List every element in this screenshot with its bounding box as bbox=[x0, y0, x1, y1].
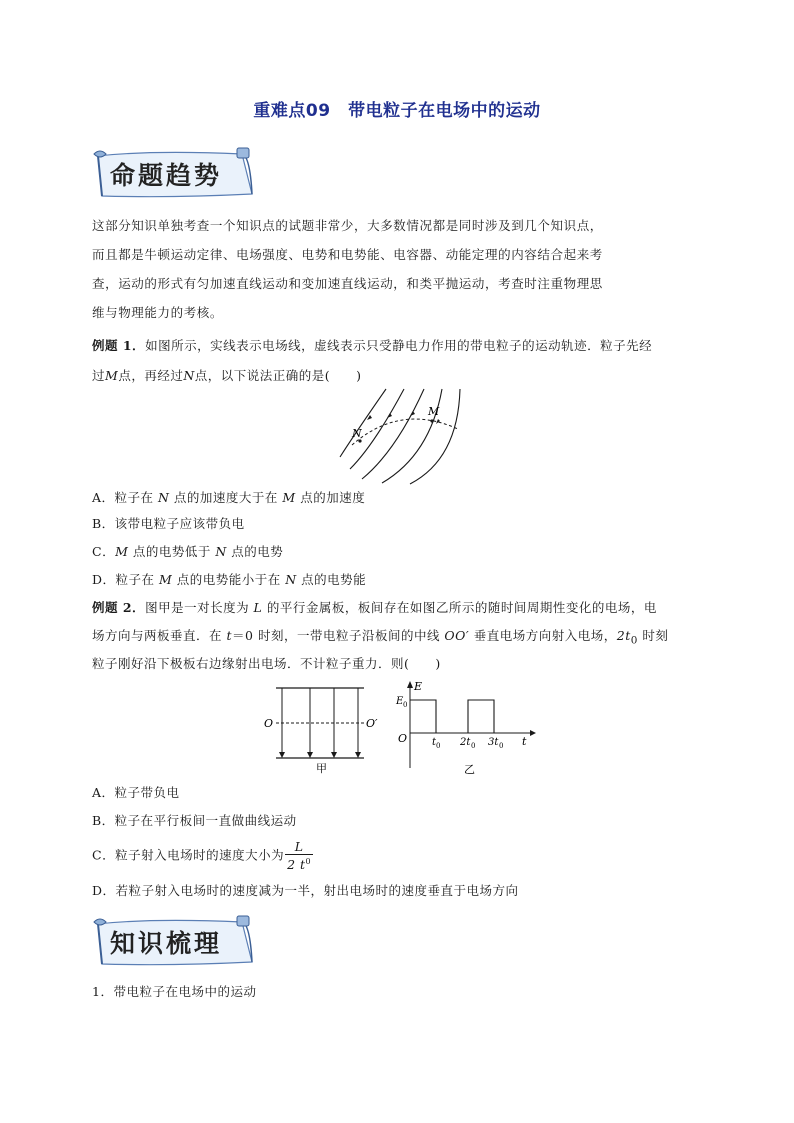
ex2-graph-tick-3t0: 3t bbox=[488, 737, 499, 748]
ex2-fraction-den-sup: 0 bbox=[305, 857, 312, 866]
ex2-text: 场方向与两板垂直．在 bbox=[92, 628, 227, 643]
ex1-stem-line1 bbox=[92, 336, 652, 354]
ex1-opt-text: 点的电势低于 bbox=[128, 544, 216, 559]
ex2-text: 时刻 bbox=[637, 628, 669, 643]
ex2-graph-tick-2t0-sub: 0 bbox=[471, 742, 476, 750]
section-banner-knowledge bbox=[92, 914, 262, 970]
ex2-graph-axis-t: t bbox=[522, 735, 527, 748]
ex2-field-time-graph bbox=[392, 678, 542, 778]
ex1-opt-var: N bbox=[215, 544, 227, 559]
ex1-opt-var: N bbox=[158, 490, 170, 505]
ex2-fraction-num: L bbox=[285, 840, 313, 855]
ex2-graph-origin: O bbox=[398, 732, 408, 745]
ex1-fig-label-M: M bbox=[428, 405, 440, 418]
ex1-stem-line2 bbox=[92, 366, 362, 384]
ex2-var-t: t bbox=[226, 628, 233, 643]
page-title: 重难点09 带电粒子在电场中的运动 bbox=[253, 101, 541, 121]
ex2-var-2t0: 2t bbox=[616, 628, 631, 643]
ex1-opt-text: 点的电势能小于在 bbox=[172, 572, 286, 587]
intro-line-2: 而且都是牛顿运动定律、电场强度、电势和电势能、电容器、动能定理的内容结合起来考 bbox=[92, 247, 603, 262]
ex1-option-A bbox=[92, 488, 365, 506]
ex2-graph-E0: E bbox=[396, 696, 404, 707]
ex2-stem-line1 bbox=[92, 598, 657, 616]
ex2-graph-E0-sub: 0 bbox=[403, 701, 408, 709]
ex2-text: 垂直电场方向射入电场， bbox=[469, 628, 617, 643]
ex1-field-lines-figure bbox=[330, 385, 470, 485]
ex1-fig-label-N: N bbox=[352, 427, 362, 440]
section-title-trend: 命题趋势 bbox=[110, 161, 223, 190]
ex2-fraction-den bbox=[285, 855, 313, 872]
ex1-opt-var: N bbox=[285, 572, 297, 587]
ex2-opt-text: C．粒子射入电场时的速度大小为 bbox=[92, 847, 285, 863]
ex1-var-M: M bbox=[105, 368, 119, 383]
ex2-var-OO: OO′ bbox=[444, 628, 470, 643]
ex1-text: 点，再经过 bbox=[118, 368, 184, 383]
ex2-text: ＝0 时刻，一带电粒子沿板间的中线 bbox=[232, 628, 445, 643]
ex1-opt-text: A．粒子在 bbox=[92, 490, 159, 505]
ex2-fig-O-left: O bbox=[264, 717, 274, 730]
ex1-opt-var: M bbox=[159, 572, 173, 587]
ex2-stem-line2 bbox=[92, 626, 668, 647]
ex1-opt-text: 点的加速度大于在 bbox=[169, 490, 283, 505]
ex2-plates-figure bbox=[256, 680, 386, 775]
ex2-graph-tick-t0-sub: 0 bbox=[436, 742, 441, 750]
ex1-text: 点，以下说法正确的是( ) bbox=[194, 368, 362, 383]
ex1-label: 例题 1． bbox=[92, 338, 146, 353]
ex1-option-D bbox=[92, 570, 366, 588]
intro-line-3: 查，运动的形式有匀加速直线运动和变加速直线运动，和类平抛运动，考查时注重物理思 bbox=[92, 276, 603, 291]
intro-line-4: 维与物理能力的考核。 bbox=[92, 305, 224, 320]
knowledge-item-1: 1．带电粒子在电场中的运动 bbox=[92, 984, 257, 999]
intro-line-1: 这部分知识单独考查一个知识点的试题非常少，大多数情况都是同时涉及到几个知识点， bbox=[92, 218, 603, 233]
ex2-text: 图甲是一对长度为 bbox=[145, 600, 254, 615]
ex1-stem-text1: 如图所示，实线表示电场线，虚线表示只受静电力作用的带电粒子的运动轨迹．粒子先经 bbox=[145, 338, 653, 353]
ex1-text: 过 bbox=[92, 368, 106, 383]
ex1-opt-text: 点的加速度 bbox=[295, 490, 366, 505]
ex2-sub: 0 bbox=[630, 634, 638, 647]
ex2-option-B: B．粒子在平行板间一直做曲线运动 bbox=[92, 813, 297, 828]
ex2-var-L: L bbox=[253, 600, 263, 615]
intro-paragraph bbox=[92, 211, 704, 327]
ex1-var-N: N bbox=[183, 368, 195, 383]
ex1-opt-text: C． bbox=[92, 544, 116, 559]
ex2-option-A: A．粒子带负电 bbox=[92, 785, 180, 800]
ex1-opt-text: 点的电势能 bbox=[296, 572, 367, 587]
ex2-stem-line3: 粒子刚好沿下极板右边缘射出电场．不计粒子重力．则( ) bbox=[92, 656, 441, 671]
ex2-fig-caption-yi: 乙 bbox=[464, 763, 475, 776]
ex1-option-C bbox=[92, 542, 283, 560]
ex2-fraction-den-text: 2 t bbox=[287, 857, 306, 873]
ex2-graph-tick-2t0: 2t bbox=[460, 737, 471, 748]
section-banner-trend bbox=[92, 146, 262, 202]
ex2-fig-caption-jia: 甲 bbox=[316, 762, 327, 775]
ex2-label: 例题 2． bbox=[92, 600, 146, 615]
ex2-graph-axis-E: E bbox=[414, 680, 423, 693]
ex1-option-B: B．该带电粒子应该带负电 bbox=[92, 516, 245, 531]
ex2-graph-tick-3t0-sub: 0 bbox=[499, 742, 504, 750]
section-title-knowledge: 知识梳理 bbox=[110, 929, 223, 958]
ex2-graph-tick-t0: t bbox=[432, 737, 437, 748]
ex1-opt-var: M bbox=[115, 544, 129, 559]
ex2-option-C bbox=[92, 840, 313, 872]
ex2-text: 的平行金属板，板间存在如图乙所示的随时间周期性变化的电场，电 bbox=[262, 600, 657, 615]
ex1-opt-var: M bbox=[282, 490, 296, 505]
ex1-opt-text: D．粒子在 bbox=[92, 572, 159, 587]
ex2-fraction bbox=[285, 840, 313, 872]
ex2-fig-O-right: O′ bbox=[366, 717, 378, 730]
ex2-option-D: D．若粒子射入电场时的速度减为一半，射出电场时的速度垂直于电场方向 bbox=[92, 883, 519, 898]
ex1-opt-text: 点的电势 bbox=[226, 544, 284, 559]
